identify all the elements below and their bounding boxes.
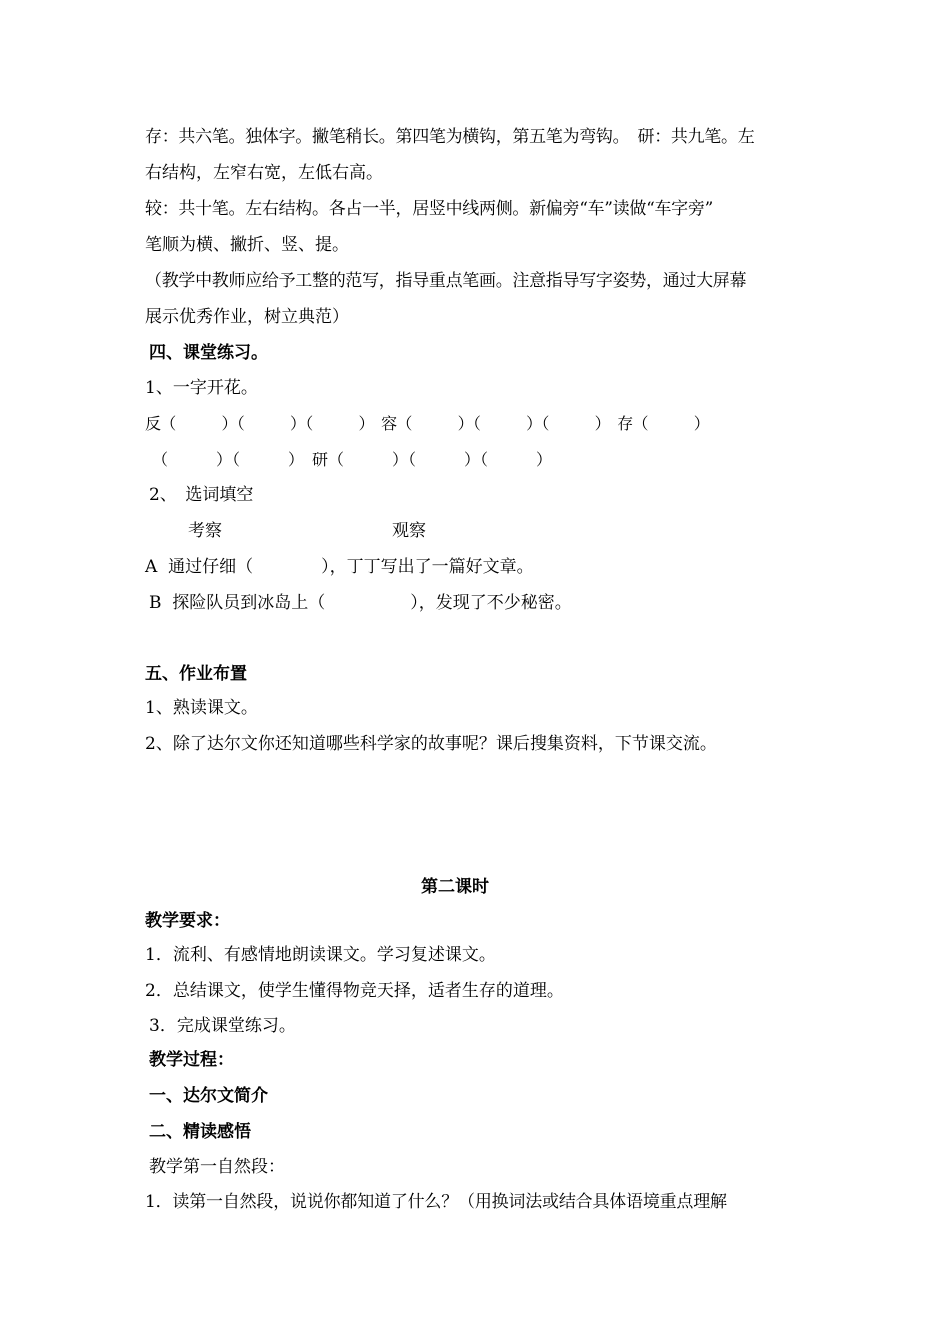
homework-item: 1、熟读课文。 (145, 698, 258, 718)
lesson-title: 第二课时 (421, 877, 489, 897)
process-step: 一、达尔文简介 (149, 1086, 268, 1106)
requirements-heading: 教学要求： (145, 911, 230, 931)
paragraph-question: 1．读第一自然段，说说你都知道了什么？（用换词法或结合具体语境重点理解 (145, 1192, 727, 1212)
stroke-note-line: 展示优秀作业，树立典范） (145, 307, 349, 327)
stroke-note-line: 存：共六笔。独体字。撇笔稍长。第四笔为横钩，第五笔为弯钩。 研：共九笔。左 (145, 127, 755, 147)
homework-item: 2、除了达尔文你还知道哪些科学家的故事呢？课后搜集资料，下节课交流。 (145, 734, 717, 754)
process-heading: 教学过程： (149, 1050, 234, 1070)
requirement-item: 3．完成课堂练习。 (149, 1016, 296, 1036)
stroke-note-line: （教学中教师应给予工整的范写，指导重点笔画。注意指导写字姿势，通过大屏幕 (145, 271, 747, 291)
stroke-note-line: 右结构，左窄右宽，左低右高。 (145, 163, 383, 183)
exercise-item: 1、一字开花。 (145, 378, 258, 398)
stroke-note-line: 较：共十笔。左右结构。各占一半，居竖中线两侧。新偏旁“车”读做“车字旁” (145, 199, 713, 219)
fill-sentence-a: A 通过仔细（ ），丁丁写出了一篇好文章。 (145, 557, 534, 577)
flower-exercise-line: 反（ ）（ ）（ ） 容（ ）（ ）（ ） 存（ ） (145, 414, 710, 433)
process-step: 二、精读感悟 (149, 1122, 251, 1142)
stroke-note-line: 笔顺为横、撇折、竖、提。 (145, 235, 349, 255)
requirement-item: 2．总结课文，使学生懂得物竞天择，适者生存的道理。 (145, 981, 564, 1001)
fill-sentence-b: B 探险队员到冰岛上（ ），发现了不少秘密。 (149, 593, 572, 613)
exercise-item: 2、 选词填空 (149, 485, 254, 505)
requirement-item: 1．流利、有感情地朗读课文。学习复述课文。 (145, 945, 496, 965)
section-heading-practice: 四、课堂练习。 (149, 343, 268, 363)
flower-exercise-line: （ ）（ ） 研（ ）（ ）（ ） (152, 450, 553, 469)
section-heading-homework: 五、作业布置 (145, 664, 247, 684)
paragraph-intro: 教学第一自然段： (149, 1157, 285, 1177)
word-choices: 考察 观察 (188, 521, 426, 541)
